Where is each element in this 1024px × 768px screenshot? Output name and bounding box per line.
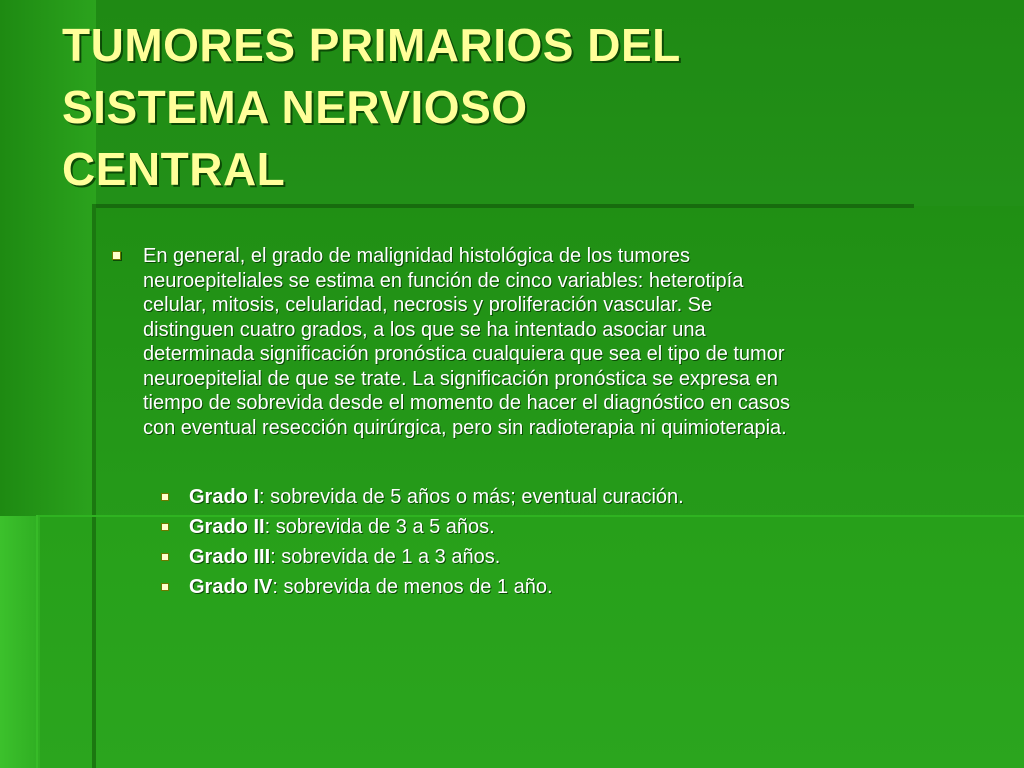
- square-bullet-icon: [161, 553, 169, 561]
- paragraph-line: determinada significación pronóstica cualquiera que sea el tipo de tumor: [143, 343, 785, 365]
- square-bullet-icon: [112, 251, 121, 260]
- grade-item: [160, 572, 980, 602]
- slide-title-line: CENTRAL: [62, 143, 286, 195]
- grade-label: Grado IV: [189, 576, 273, 598]
- grade-label: Grado III: [189, 546, 271, 568]
- divider-line-lower-vertical: [36, 515, 38, 768]
- slide-body: [110, 244, 990, 440]
- main-paragraph: [143, 244, 990, 440]
- paragraph-line: con eventual resección quirúrgica, pero sin radioterapia ni quimioterapia.: [143, 416, 787, 439]
- slide-title: [62, 14, 942, 200]
- square-bullet-icon: [161, 523, 169, 531]
- square-bullet-icon: [161, 583, 169, 591]
- main-bullet: [110, 244, 990, 440]
- grade-item: [160, 542, 980, 572]
- slide-title-line: SISTEMA NERVIOSO: [62, 81, 528, 133]
- grade-list: [160, 482, 980, 602]
- paragraph-line: En general, el grado de malignidad histológica de los tumores: [143, 245, 691, 267]
- grade-description: : sobrevida de 5 años o más; eventual curación.: [259, 486, 684, 508]
- divider-line-vertical: [92, 204, 96, 768]
- grade-item: [160, 482, 980, 512]
- paragraph-line: celular, mitosis, celularidad, necrosis y proliferación vascular. Se: [143, 294, 713, 316]
- background-panel-corner: [0, 516, 40, 768]
- paragraph-line: neuroepitelial de que se trate. La significación pronóstica se expresa en: [143, 367, 778, 390]
- grade-description: : sobrevida de 3 a 5 años.: [264, 516, 495, 538]
- grade-description: : sobrevida de menos de 1 año.: [272, 576, 553, 598]
- grade-label: Grado II: [189, 516, 265, 538]
- grade-description: : sobrevida de 1 a 3 años.: [270, 546, 501, 568]
- paragraph-line: tiempo de sobrevida desde el momento de hacer el diagnóstico en casos: [143, 392, 791, 414]
- slide-title-line: TUMORES PRIMARIOS DEL: [62, 19, 681, 71]
- grade-item: [160, 512, 980, 542]
- grade-label: Grado I: [189, 486, 260, 508]
- paragraph-line: neuroepiteliales se estima en función de cinco variables: heterotipía: [143, 269, 744, 292]
- square-bullet-icon: [161, 493, 169, 501]
- paragraph-line: distinguen cuatro grados, a los que se ha intentado asociar una: [143, 318, 706, 341]
- divider-line-horizontal: [96, 204, 914, 208]
